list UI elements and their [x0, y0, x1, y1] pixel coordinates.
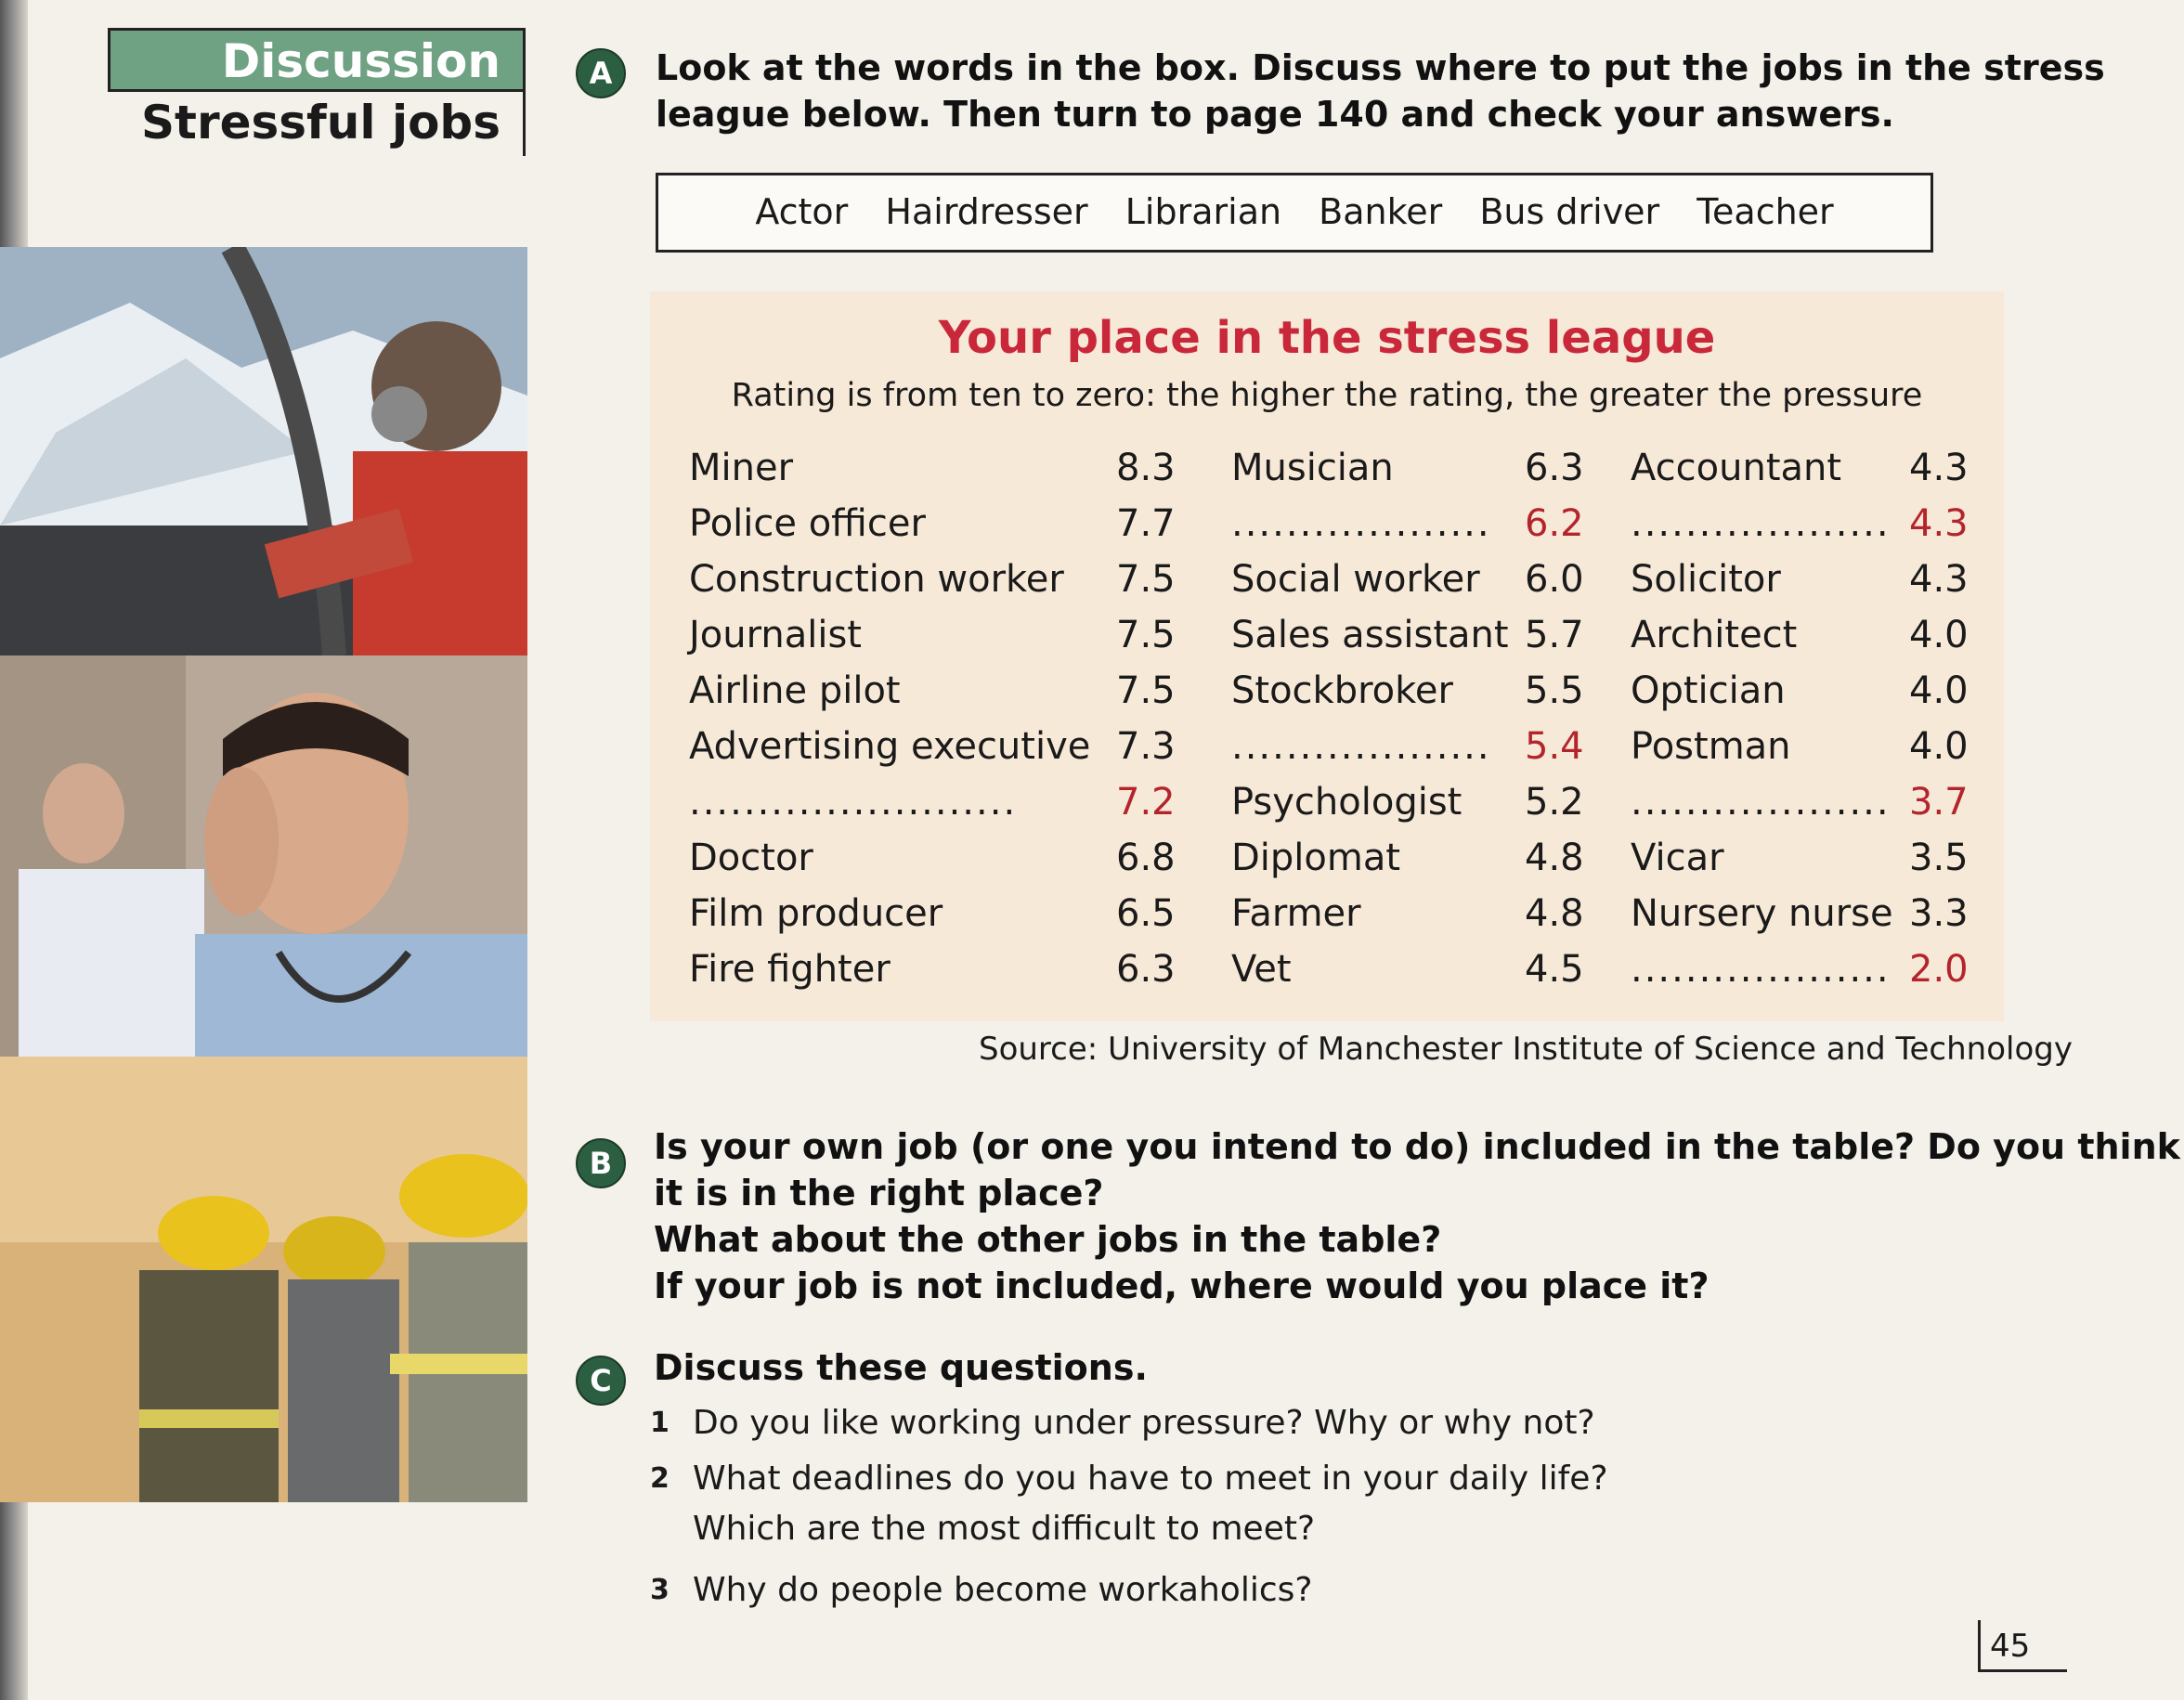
- word-item: Banker: [1319, 191, 1443, 232]
- league-row: [1231, 719, 1603, 774]
- job-rating: 7.5: [1116, 558, 1176, 601]
- job-rating: 4.0: [1909, 725, 1969, 768]
- section-title: Stressful jobs: [108, 89, 526, 156]
- job-name: Social worker: [1231, 558, 1480, 601]
- league-row: [689, 886, 1176, 941]
- league-row: [1231, 663, 1603, 719]
- task-b-line: What about the other jobs in the table?: [654, 1219, 1442, 1260]
- section-heading: [108, 28, 526, 156]
- job-name: Vet: [1231, 948, 1292, 991]
- question-text: Do you like working under pressure? Why or why not?: [693, 1404, 1595, 1442]
- task-b-line: If your job is not included, where would you place it?: [654, 1265, 1710, 1306]
- league-column-3: [1631, 440, 1983, 997]
- league-row: [1631, 607, 1983, 663]
- league-row: [1231, 830, 1603, 886]
- word-item: Hairdresser: [885, 191, 1088, 232]
- word-box: [656, 173, 1933, 253]
- blank-job-slot: ...................: [1631, 948, 1891, 991]
- job-name: Doctor: [689, 837, 813, 879]
- job-rating: 4.8: [1525, 837, 1584, 879]
- league-row: [1231, 886, 1603, 941]
- league-row: [1631, 941, 1983, 997]
- league-source: Source: University of Manchester Institute of Science and Technology: [979, 1031, 2073, 1068]
- job-name: Diplomat: [1231, 837, 1401, 879]
- blank-job-slot: ...................: [1631, 502, 1891, 545]
- job-rating: 5.5: [1525, 669, 1584, 712]
- stressed-doctor-photo-icon: [0, 655, 527, 1057]
- job-rating: 4.3: [1909, 447, 1969, 489]
- job-rating: 4.5: [1525, 948, 1584, 991]
- league-row: [1231, 440, 1603, 496]
- page-number: 45: [1978, 1620, 2067, 1672]
- job-name: Miner: [689, 447, 794, 489]
- job-name: Postman: [1631, 725, 1791, 768]
- word-item: Teacher: [1696, 191, 1834, 232]
- helicopter-pilot-photo-icon: [0, 247, 527, 655]
- job-name: Musician: [1231, 447, 1394, 489]
- task-a-line: league below. Then turn to page 140 and check your answers.: [656, 94, 1894, 135]
- league-row: [1231, 941, 1603, 997]
- blank-job-slot: ...................: [1631, 781, 1891, 824]
- job-name: Optician: [1631, 669, 1786, 712]
- league-row: [1631, 830, 1983, 886]
- job-name: Vicar: [1631, 837, 1724, 879]
- job-name: Solicitor: [1631, 558, 1781, 601]
- job-rating: 7.2: [1116, 781, 1176, 824]
- blank-job-slot: ........................: [689, 781, 1018, 824]
- job-rating: 7.7: [1116, 502, 1176, 545]
- league-row: [1631, 663, 1983, 719]
- job-rating: 2.0: [1909, 948, 1969, 991]
- job-name: Construction worker: [689, 558, 1064, 601]
- job-name: Police officer: [689, 502, 926, 545]
- word-item: Librarian: [1124, 191, 1282, 232]
- league-column-2: [1231, 440, 1603, 997]
- task-b-line: it is in the right place?: [654, 1173, 1104, 1213]
- task-c-marker: C: [576, 1356, 626, 1406]
- blank-job-slot: ...................: [1231, 502, 1491, 545]
- job-name: Architect: [1631, 614, 1798, 656]
- job-rating: 4.0: [1909, 669, 1969, 712]
- job-rating: 7.5: [1116, 669, 1176, 712]
- task-c-heading: Discuss these questions.: [654, 1347, 1148, 1388]
- job-rating: 7.3: [1116, 725, 1176, 768]
- job-name: Sales assistant: [1231, 614, 1509, 656]
- job-name: Airline pilot: [689, 669, 901, 712]
- league-row: [689, 941, 1176, 997]
- job-rating: 4.3: [1909, 502, 1969, 545]
- question-number: 1: [650, 1407, 670, 1439]
- job-rating: 3.5: [1909, 837, 1969, 879]
- job-rating: 7.5: [1116, 614, 1176, 656]
- photo-column: [0, 247, 527, 1502]
- league-row: [689, 440, 1176, 496]
- job-rating: 4.8: [1525, 892, 1584, 935]
- job-rating: 4.3: [1909, 558, 1969, 601]
- job-rating: 6.3: [1525, 447, 1584, 489]
- blank-job-slot: ...................: [1231, 725, 1491, 768]
- task-a-line: Look at the words in the box. Discuss where to put the jobs in the stress: [656, 47, 2105, 88]
- league-row: [1631, 440, 1983, 496]
- league-row: [1231, 552, 1603, 607]
- job-rating: 3.7: [1909, 781, 1969, 824]
- league-row: [1631, 552, 1983, 607]
- job-rating: 6.0: [1525, 558, 1584, 601]
- job-rating: 6.3: [1116, 948, 1176, 991]
- job-name: Advertising executive: [689, 725, 1091, 768]
- job-rating: 5.4: [1525, 725, 1584, 768]
- job-rating: 4.0: [1909, 614, 1969, 656]
- firefighters-photo-icon: [0, 1057, 527, 1502]
- task-b-instructions: [654, 1123, 2180, 1309]
- league-row: [689, 774, 1176, 830]
- league-row: [689, 607, 1176, 663]
- job-name: Film producer: [689, 892, 943, 935]
- league-row: [689, 719, 1176, 774]
- section-kicker: Discussion: [108, 28, 526, 89]
- task-b-line: Is your own job (or one you intend to do) included in the table? Do you think: [654, 1126, 2180, 1167]
- question-number: 3: [650, 1574, 670, 1606]
- task-a-instructions: [656, 45, 2105, 137]
- job-rating: 5.2: [1525, 781, 1584, 824]
- league-row: [1631, 719, 1983, 774]
- league-title: Your place in the stress league: [938, 312, 1716, 364]
- job-name: Journalist: [689, 614, 862, 656]
- task-a-marker: A: [576, 48, 626, 98]
- league-row: [1231, 607, 1603, 663]
- league-row: [1631, 886, 1983, 941]
- league-row: [689, 663, 1176, 719]
- league-row: [1231, 774, 1603, 830]
- job-rating: 6.5: [1116, 892, 1176, 935]
- league-subtitle: Rating is from ten to zero: the higher the rating, the greater the pressure: [731, 377, 1923, 414]
- league-row: [689, 552, 1176, 607]
- league-column-1: [689, 440, 1176, 997]
- job-name: Farmer: [1231, 892, 1361, 935]
- word-item: Bus driver: [1479, 191, 1660, 232]
- job-rating: 3.3: [1909, 892, 1969, 935]
- job-name: Stockbroker: [1231, 669, 1453, 712]
- job-rating: 6.2: [1525, 502, 1584, 545]
- stress-league-table: [650, 292, 2004, 1021]
- league-row: [689, 830, 1176, 886]
- league-row: [1231, 496, 1603, 552]
- job-rating: 5.7: [1525, 614, 1584, 656]
- question-number: 2: [650, 1462, 670, 1495]
- job-rating: 6.8: [1116, 837, 1176, 879]
- job-name: Accountant: [1631, 447, 1842, 489]
- job-rating: 8.3: [1116, 447, 1176, 489]
- question-text: Which are the most difficult to meet?: [693, 1510, 1316, 1548]
- question-text: Why do people become workaholics?: [693, 1571, 1313, 1609]
- job-name: Nursery nurse: [1631, 892, 1893, 935]
- job-name: Psychologist: [1231, 781, 1462, 824]
- league-row: [1631, 774, 1983, 830]
- league-row: [689, 496, 1176, 552]
- task-b-marker: B: [576, 1138, 626, 1188]
- word-item: Actor: [755, 191, 849, 232]
- job-name: Fire fighter: [689, 948, 890, 991]
- question-text: What deadlines do you have to meet in your daily life?: [693, 1460, 1608, 1498]
- league-row: [1631, 496, 1983, 552]
